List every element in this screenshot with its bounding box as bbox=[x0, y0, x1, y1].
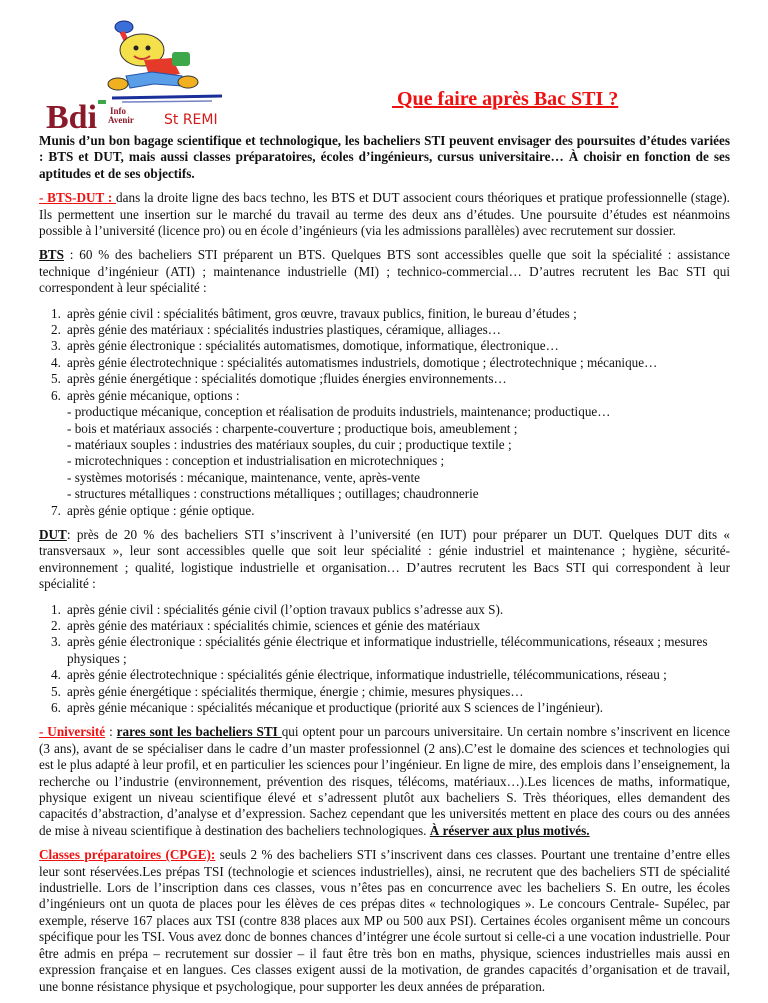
universite-heading: - Université bbox=[39, 724, 106, 740]
cpge-paragraph bbox=[39, 847, 730, 995]
mecanique-option: - systèmes motorisés : mécanique, maintenance, vente, après-vente bbox=[67, 469, 421, 485]
svg-text:Avenir: Avenir bbox=[108, 115, 134, 125]
list-item: 4. après génie électrotechnique : spécialités génie électrique, informatique industrielle, télécommunications, réseau ; bbox=[51, 667, 667, 683]
bdi-logo bbox=[42, 18, 282, 130]
universite-text: qui optent pour un parcours universitaire. Un certain nombre s’inscrivent en licence (3 ans), avant de se spécialiser dans le cadre d’un master professionnel (2 ans).C’est le domaine des sciences et technologies qui est le plus adapté à leur profil, et en particulier les sciences pour l’ingénieur. En ligne de mire, des emplois dans l’enseignement, la recherche ou l’industrie (environnement, prévention des risques, télécoms, matériaux…).Les licences de maths, informatique, physique exigent un niveau scientifique élevé et s’adressent plutôt aux bacheliers S. Très théoriques, elles demandent des capacités d’abstraction, d’analyse et d’expression. Sachez cependant que les universités mettent en place des cours ou des années de mise à niveau scientifique à destination des bacheliers technologiques. bbox=[39, 724, 730, 838]
universite-emphasis: rares sont les bacheliers STI bbox=[116, 724, 282, 740]
list-item: 6. après génie mécanique, options : - productique mécanique, conception et réalisation de produits industriels, maintenance; productique… - bois et matériaux associés : charpente-couverture ; productique bois, ameublement ; - matériaux souples : industries des matériaux souples, du cuir ; productique textile ; - microtechniques : conception et industrialisation en microtechniques ; - systèmes motorisés : mécanique, maintenance, vente, après-vente - structures métalliques : constructions métalliques ; outillages; chaudronnerie bbox=[39, 388, 730, 503]
list-item: 5. après génie énergétique : spécialités thermique, énergie ; chimie, mesures physiques… bbox=[51, 683, 524, 699]
list-item: 5. après génie énergétique : spécialités domotique ;fluides énergies environnements… bbox=[51, 371, 507, 387]
mecanique-option: - productique mécanique, conception et réalisation de produits industriels, maintenance; productique… bbox=[67, 404, 611, 420]
dut-text: : près de 20 % des bacheliers STI s’inscrivent à l’université (en IUT) pour préparer un DUT. Quelques DUT dits « transversaux », leur sont accessibles quelle que soit leur spécialité : génie industriel et maintenance ; hygiène, sécurité-environnement ; qualité, logistique industrielle et organisation… D’autres recrutent les Bacs STI qui correspondent à leur spécialité : bbox=[39, 526, 730, 592]
page-title: Que faire après Bac STI ? bbox=[392, 88, 619, 110]
bts-heading: BTS bbox=[39, 247, 64, 263]
list-item: 3. après génie électronique : spécialités génie électrique et informatique industrielle, télécommunications, réseaux ; mesures physiques ; bbox=[51, 634, 708, 666]
mecanique-option: - microtechniques : conception et industrialisation en microtechniques ; bbox=[67, 453, 445, 469]
list-item: 1. après génie civil : spécialités génie civil (l’option travaux publics s’adresse aux S). bbox=[51, 601, 504, 617]
dut-heading: DUT bbox=[39, 526, 67, 542]
list-item: 1. après génie civil : spécialités bâtiment, gros œuvre, travaux publics, finition, le bureau d’études ; bbox=[51, 305, 577, 321]
running-kid-mascot-icon bbox=[42, 18, 282, 130]
list-item: 2. après génie des matériaux : spécialités industries plastiques, céramique, alliages… bbox=[51, 322, 501, 338]
list-item: 6. après génie mécanique : spécialités mécanique et productique (priorité aux S sciences de l’ingénieur). bbox=[51, 700, 604, 715]
logo-brand-text: Bdi bbox=[46, 99, 98, 130]
document-body bbox=[39, 133, 730, 1003]
list-item: 3. après génie électronique : spécialités automatismes, domotique, informatique, électronique… bbox=[51, 338, 559, 354]
universite-paragraph: - Université : rares sont les bacheliers STI qui optent pour un parcours universitaire. Un certain nombre s’inscrivent en licence (3 ans), avant de se spécialiser dans le cadre d’un master professionnel (2 ans).C’est le domaine des sciences et technologies qui est le plus adapté à leur profil, et en particulier les sciences pour l’ingénieur. En ligne de mire, des emplois dans l’enseignement, la recherche ou l’industrie (environnement, prévention des risques, télécoms, matériaux…).Les licences de maths, informatique, physique exigent un niveau scientifique élevé et s’adressent plutôt aux bacheliers S. Très théoriques, elles demandent des capacités d’abstraction, d’analyse et d’expression. Sachez cependant que les universités mettent en place des cours ou des années de mise à niveau scientifique à destination des bacheliers technologiques. À réserver aux plus motivés. bbox=[39, 724, 730, 838]
bts-dut-paragraph bbox=[39, 190, 730, 239]
intro-paragraph: Munis d’un bon bagage scientifique et technologique, les bacheliers STI peuvent envisager des poursuites d’études variées : BTS et DUT, mais aussi classes préparatoires, écoles d’ingénieurs, cursus universitaire… À choisir en fonction de ses aptitudes et de ses objectifs. bbox=[39, 133, 730, 181]
bts-paragraph bbox=[39, 247, 730, 296]
dut-paragraph bbox=[39, 527, 730, 593]
cpge-text: seuls 2 % des bacheliers STI s’inscrivent dans ces classes. Pourtant une trentaine d’entre elles leur sont réservées.Les prépas TSI (technologie et sciences industrielles), ainsi, ne recrutent que des bacheliers STI de spécialité industrielle. Lors de l’inscription dans ces classes, vous n’êtes pas en concurrence avec les bacheliers S. En outre, les écoles d’ingénieurs ont un quota de places pour les élèves de ces prépas dites « technologiques ». Le concours Centrale- Supélec, par exemple, réserve 167 places aux TSI (contre 838 places aux MP ou 500 aux PSI). Certaines écoles organisent même un concours spécifique pour les TSI. Vous avez donc de bonnes chances d’intégrer une école surtout si celle-ci a une vocation industrielle. Pour être admis en prépa – recrutement sur dossier – il faut être très bon en maths, physique, sciences industrielles mais aussi en expression française et en langues. Ces classes exigent aussi de la motivation, de grandes capacités d’organisation et de travail, une bonne résistance physique et psychologique, pour supporter les deux années de préparation. bbox=[39, 847, 730, 994]
cpge-heading: Classes préparatoires (CPGE): bbox=[39, 847, 216, 863]
bts-specialty-list bbox=[39, 306, 730, 519]
svg-text:Info: Info bbox=[110, 106, 127, 116]
logo-location-text: St REMI bbox=[164, 112, 218, 128]
bts-text: : 60 % des bacheliers STI préparent un BTS. Quelques BTS sont accessibles quelle que soit la spécialité : assistance technique d’ingénieur (ATI) ; maintenance industrielle (MI) ; technico-commercial… D’autres recrutent les Bac STI qui correspondent à leur spécialité : bbox=[39, 247, 730, 296]
mecanique-option: - matériaux souples : industries des matériaux souples, du cuir ; productique textile ; bbox=[67, 436, 512, 452]
bts-dut-heading: - BTS-DUT : bbox=[39, 190, 117, 206]
universite-closing: À réserver aux plus motivés. bbox=[429, 822, 590, 838]
mecanique-option: - structures métalliques : constructions métalliques ; outillages; chaudronnerie bbox=[67, 486, 479, 502]
dut-specialty-list bbox=[39, 602, 730, 717]
bts-dut-text: dans la droite ligne des bacs techno, les BTS et DUT associent cours théoriques et pratique professionnelle (stage). Ils permettent une insertion sur le marché du travail au terme des deux ans d’études. Une poursuite d’études est néanmoins possible à l’université (licence pro) ou en école d’ingénieurs (via les admissions parallèles) avec recrutement sur dossier. bbox=[39, 190, 730, 239]
mecanique-option: - bois et matériaux associés : charpente-couverture ; productique bois, ameublement ; bbox=[67, 420, 518, 436]
list-item: 2. après génie des matériaux : spécialités chimie, sciences et génie des matériaux bbox=[51, 617, 481, 633]
list-item: 4. après génie électrotechnique : spécialités automatismes industriels, domotique ; électrotechnique ; mécanique… bbox=[51, 354, 658, 370]
list-item: 7. après génie optique : génie optique. bbox=[51, 502, 255, 518]
